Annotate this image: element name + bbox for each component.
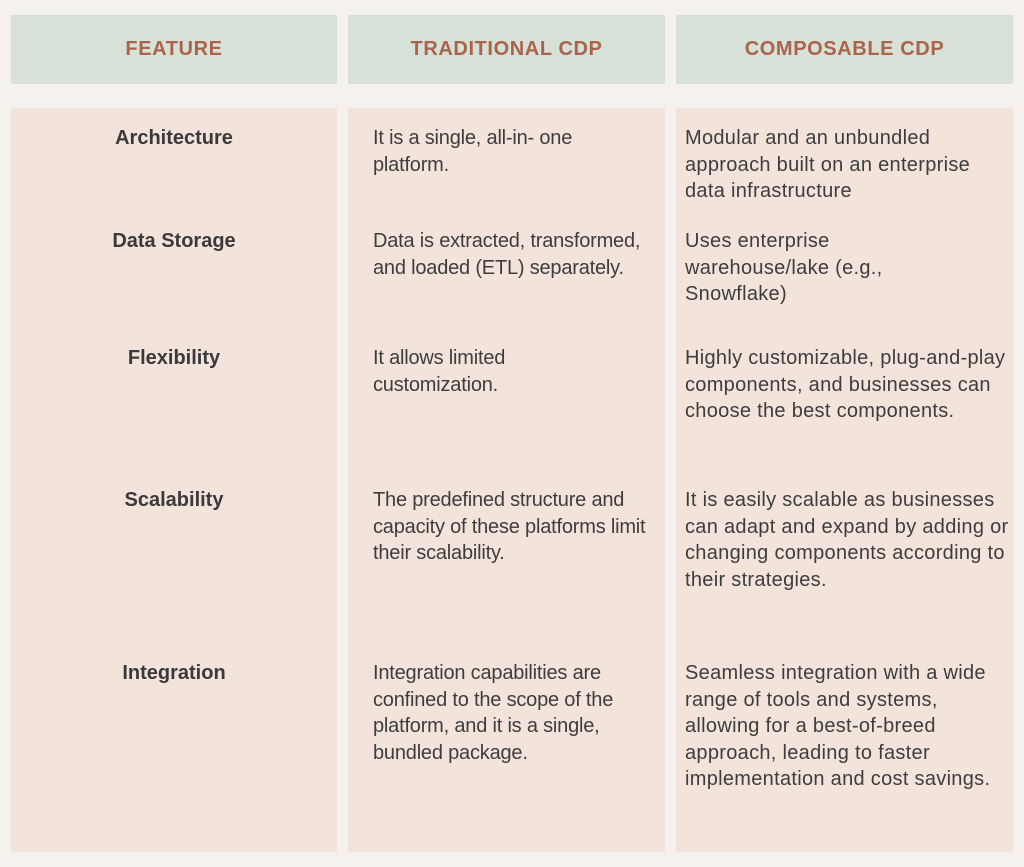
feature-architecture: Architecture (115, 127, 233, 149)
header-traditional-cdp: TRADITIONAL CDP (348, 15, 665, 84)
composable-architecture: Modular and an unbundled approach built on an enterprise data infrastructure (685, 127, 971, 202)
traditional-integration: Integration capabilities are confined to the scope of the platform, and it is a single, bundled package. (373, 662, 614, 764)
traditional-architecture: It is a single, all-in- one platform. (373, 127, 573, 176)
header-composable-cdp: COMPOSABLE CDP (676, 15, 1013, 84)
composable-cdp-column (676, 108, 1013, 852)
traditional-flexibility: It allows limited customization. (373, 347, 506, 396)
feature-flexibility: Flexibility (127, 347, 221, 369)
composable-data-storage: Uses enterprise warehouse/lake (e.g., Snowflake) (685, 230, 883, 305)
header-feature: FEATURE (11, 15, 337, 84)
traditional-cdp-column (348, 108, 665, 852)
composable-scalability: It is easily scalable as businesses can adapt and expand by adding or changing components according to their strategies. (685, 489, 1009, 591)
feature-column (11, 108, 337, 852)
feature-integration: Integration (122, 662, 226, 684)
composable-flexibility: Highly customizable, plug-and-play components, and businesses can choose the best components. (685, 347, 1006, 422)
feature-data-storage: Data Storage (112, 230, 236, 252)
composable-integration: Seamless integration with a wide range of tools and systems, allowing for a best-of-breed approach, leading to faster implementation and cost savings. (685, 662, 991, 790)
traditional-data-storage: Data is extracted, transformed, and loaded (ETL) separately. (373, 230, 641, 279)
feature-scalability: Scalability (124, 489, 224, 511)
traditional-scalability: The predefined structure and capacity of these platforms limit their scalability. (373, 489, 646, 564)
